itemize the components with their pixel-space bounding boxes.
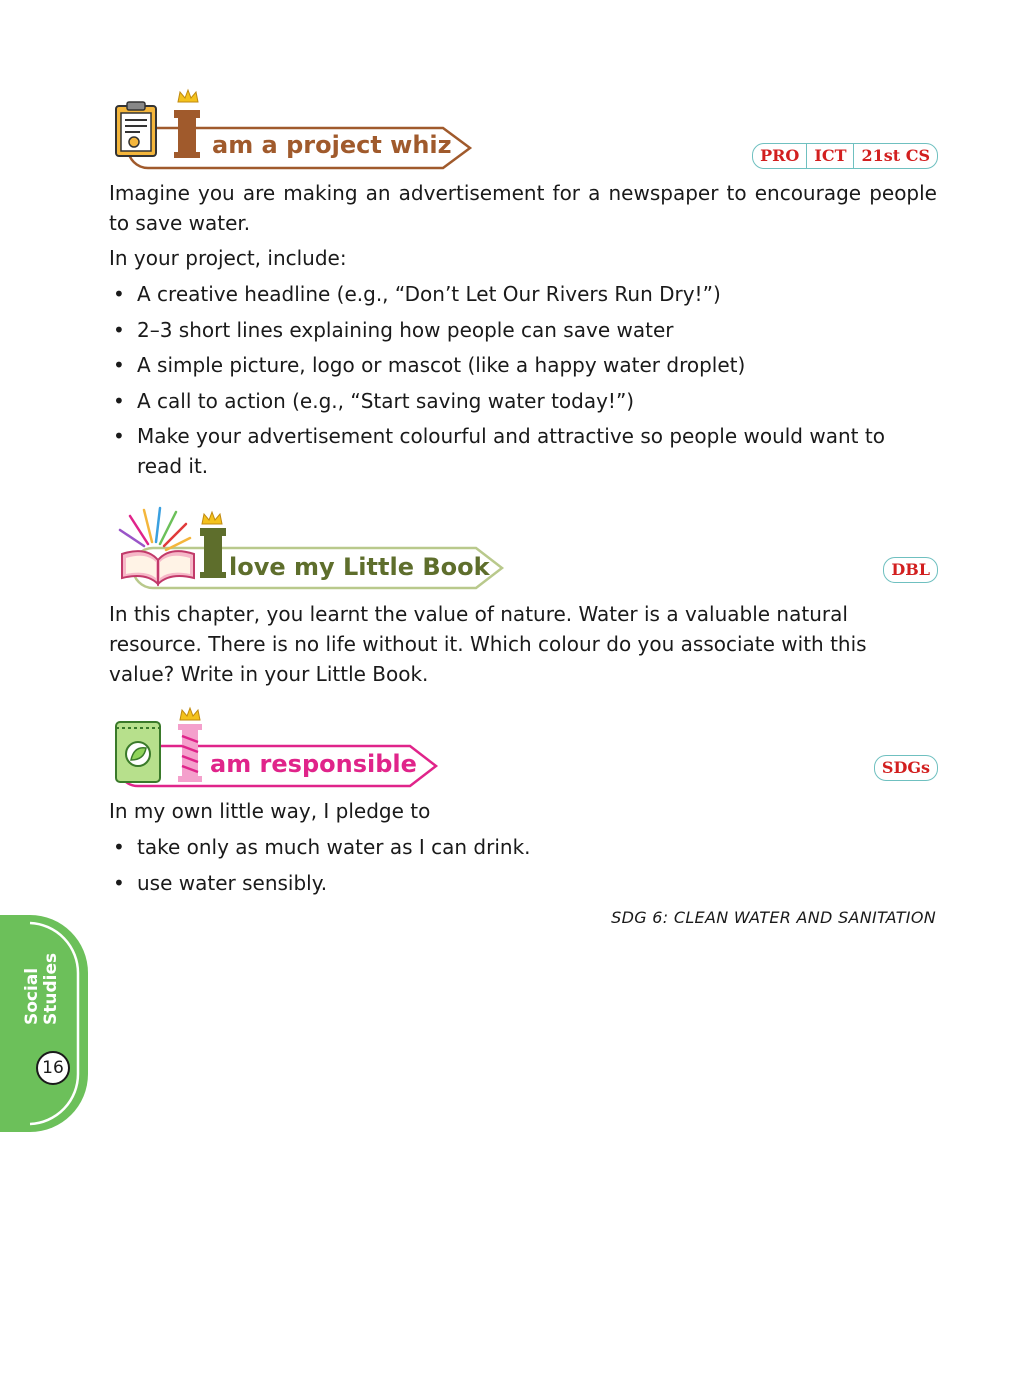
subject-line-2: Studies (41, 952, 61, 1025)
tag-21st-cs: 21st CS (853, 144, 937, 168)
responsible-bullet-list (109, 832, 937, 903)
project-whiz-title: am a project whiz (212, 131, 452, 159)
list-item: • 2–3 short lines explaining how people can save water (109, 315, 937, 345)
list-item: • A creative headline (e.g., “Don’t Let Our Rivers Run Dry!”) (109, 279, 937, 309)
list-item: • A call to action (e.g., “Start saving water today!”) (109, 386, 937, 416)
project-lead: In your project, include: (109, 246, 347, 270)
crown-icon (202, 512, 222, 524)
project-bullet-list (109, 279, 937, 487)
little-book-tags (883, 557, 938, 583)
little-book-text: In this chapter, you learnt the value of nature. Water is a valuable natural resource. There is no life without it. Which colour do you associate with this value? Write in your Little Book. (109, 602, 867, 686)
little-book-title: love my Little Book (229, 553, 490, 581)
list-item: • take only as much water as I can drink. (109, 832, 937, 862)
fireworks-icon (120, 508, 190, 550)
responsible-title: am responsible (210, 750, 417, 778)
list-item: • use water sensibly. (109, 868, 937, 898)
tag-ict: ICT (806, 144, 853, 168)
tag-dbl: DBL (891, 560, 930, 579)
list-item: • Make your advertisement colourful and attractive so people would want to read it. (109, 421, 937, 481)
subject-line-1: Social (22, 967, 42, 1025)
tag-sdgs: SDGs (881, 758, 930, 777)
responsible-lead: In my own little way, I pledge to (109, 799, 431, 823)
project-intro: Imagine you are making an advertisement for a newspaper to encourage people to save water. (109, 181, 937, 235)
subject-label (14, 952, 72, 1032)
project-tags (752, 143, 938, 169)
crown-icon (178, 90, 198, 102)
responsible-tags (874, 755, 938, 781)
page-number: 16 (36, 1051, 70, 1085)
sdg-note: SDG 6: CLEAN WATER AND SANITATION (611, 908, 936, 927)
list-item: • A simple picture, logo or mascot (like a happy water droplet) (109, 350, 937, 380)
tag-pro: PRO (760, 146, 800, 165)
crown-icon (180, 708, 200, 720)
